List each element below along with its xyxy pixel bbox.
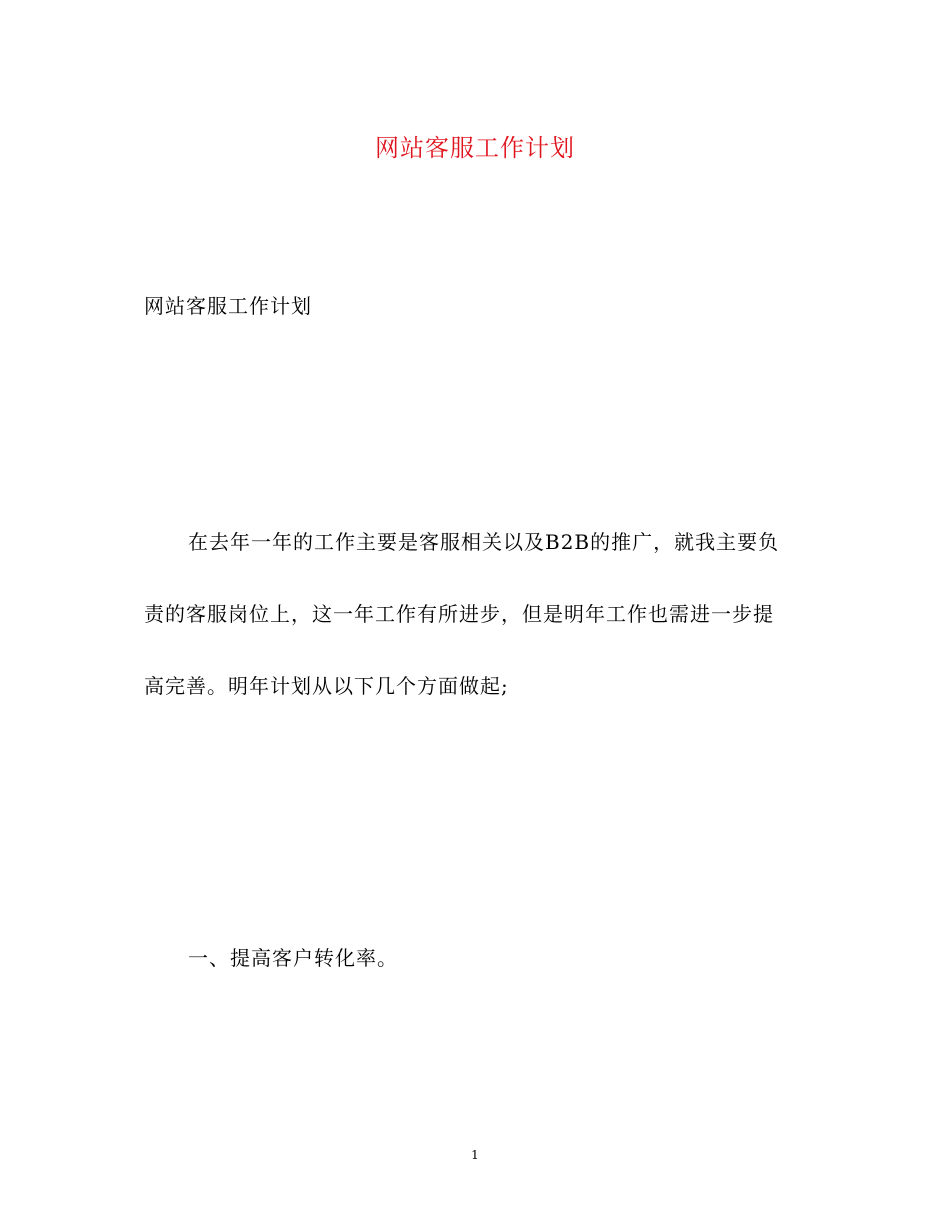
document-title: 网站客服工作计划 [375,134,575,162]
page-number: 1 [471,1148,479,1162]
section-heading: 一、提高客户转化率。 [188,946,398,970]
intro-paragraph [144,506,804,722]
paragraph-line: 责的客服岗位上，这一年工作有所进步，但是明年工作也需进一步提 [144,602,774,626]
document-subheading: 网站客服工作计划 [144,294,312,318]
paragraph-line: 在去年一年的工作主要是客服相关以及B2B的推广，就我主要负 [188,530,780,554]
paragraph-line: 高完善。明年计划从以下几个方面做起; [144,674,509,698]
